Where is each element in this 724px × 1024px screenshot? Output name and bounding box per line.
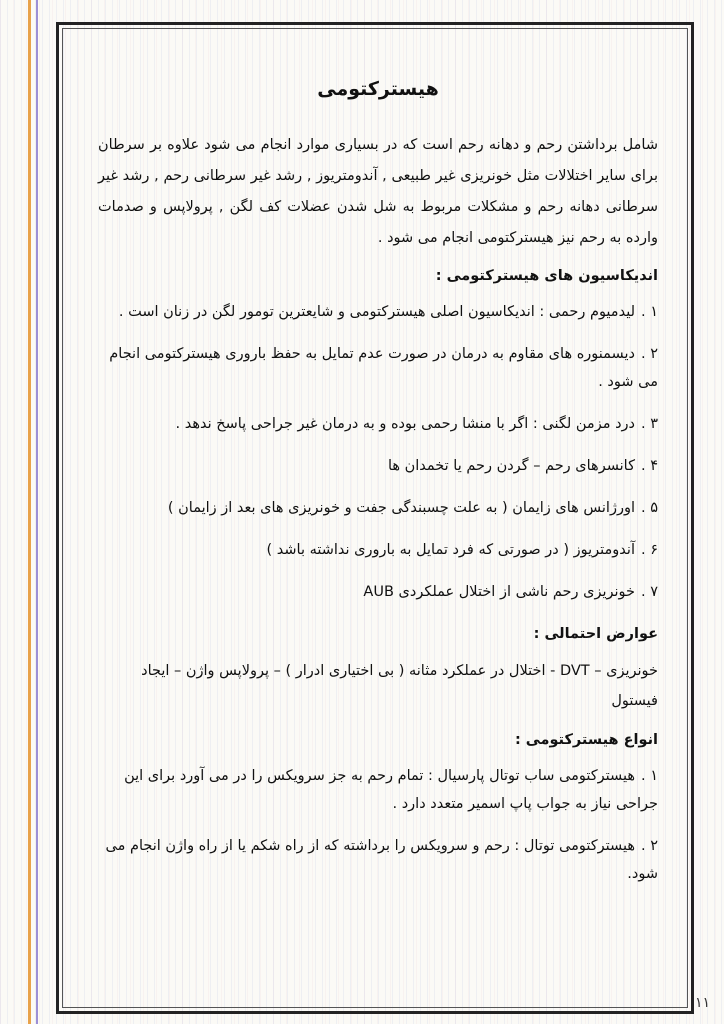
item-number: ۳ . bbox=[640, 416, 658, 432]
item-number: ۴ . bbox=[640, 458, 658, 474]
item-text: خونریزی رحم ناشی از اختلال عملکردی AUB bbox=[363, 584, 635, 600]
indication-item bbox=[98, 494, 658, 522]
item-number: ۲ . bbox=[640, 838, 658, 854]
indication-item bbox=[98, 298, 658, 326]
item-number: ۱ . bbox=[640, 304, 658, 320]
item-number: ۶ . bbox=[640, 542, 658, 558]
item-number: ۱ . bbox=[640, 768, 658, 784]
indication-item bbox=[98, 340, 658, 396]
item-text: اورژانس های زایمان ( به علت چسبندگی جفت و خونریزی های بعد از زایمان ) bbox=[167, 500, 635, 516]
item-number: ۵ . bbox=[640, 500, 658, 516]
type-item bbox=[98, 762, 658, 818]
binding-stripe-purple bbox=[36, 0, 38, 1024]
indication-item bbox=[98, 452, 658, 480]
indication-item bbox=[98, 578, 658, 606]
types-heading: انواع هیسترکتومی : bbox=[514, 732, 658, 748]
type-item bbox=[98, 832, 658, 888]
complications-heading: عوارض احتمالی : bbox=[533, 626, 658, 642]
item-number: ۲ . bbox=[640, 346, 658, 362]
document-body bbox=[98, 60, 658, 902]
item-text: هیسترکتومی توتال : رحم و سرویکس را برداشته که از راه شکم یا از راه واژن انجام می شود. bbox=[105, 838, 658, 882]
item-text: هیسترکتومی ساب توتال پارسیال : تمام رحم به جز سرویکس را در می آورد برای این جراحی نیاز به جواب پاپ اسمیر متعدد دارد . bbox=[124, 768, 658, 812]
indication-item bbox=[98, 536, 658, 564]
item-text: کانسرهای رحم – گردن رحم یا تخمدان ها bbox=[387, 458, 635, 474]
item-number: ۷ . bbox=[640, 584, 658, 600]
intro-paragraph: شامل برداشتن رحم و دهانه رحم است که در بسیاری موارد انجام می شود علاوه بر سرطان برای سایر اختلالات مثل خونریزی غیر طبیعی , آندومتریوز , رشد غیر سرطانی رحم , رشد غیر سرطانی دهانه رحم و مشکلات مربوط به شل شدن عضلات کف لگن , پرولاپس و صدمات وارده به رحم نیز هیسترکتومی انجام می شود . bbox=[98, 137, 658, 246]
indications-heading: اندیکاسیون های هیسترکتومی : bbox=[435, 268, 658, 284]
item-text: دیسمنوره های مقاوم به درمان در صورت عدم تمایل به حفظ باروری هیسترکتومی انجام می شود . bbox=[109, 346, 658, 390]
item-text: درد مزمن لگنی : اگر با منشا رحمی بوده و به درمان غیر جراحی پاسخ ندهد . bbox=[175, 416, 635, 432]
complications-text: خونریزی – DVT - اختلال در عملکرد مثانه ( بی اختیاری ادرار ) – پرولاپس واژن – ایجاد فیستول bbox=[141, 663, 658, 709]
item-text: لیدمیوم رحمی : اندیکاسیون اصلی هیسترکتومی و شایعترین تومور لگن در زنان است . bbox=[118, 304, 635, 320]
indication-item bbox=[98, 410, 658, 438]
item-text: آندومتریوز ( در صورتی که فرد تمایل به باروری نداشته باشد ) bbox=[266, 542, 635, 558]
binding-stripe-orange bbox=[28, 0, 31, 1024]
page-number: ۱۱ bbox=[694, 995, 710, 1011]
page-title: هیسترکتومی bbox=[317, 78, 439, 100]
